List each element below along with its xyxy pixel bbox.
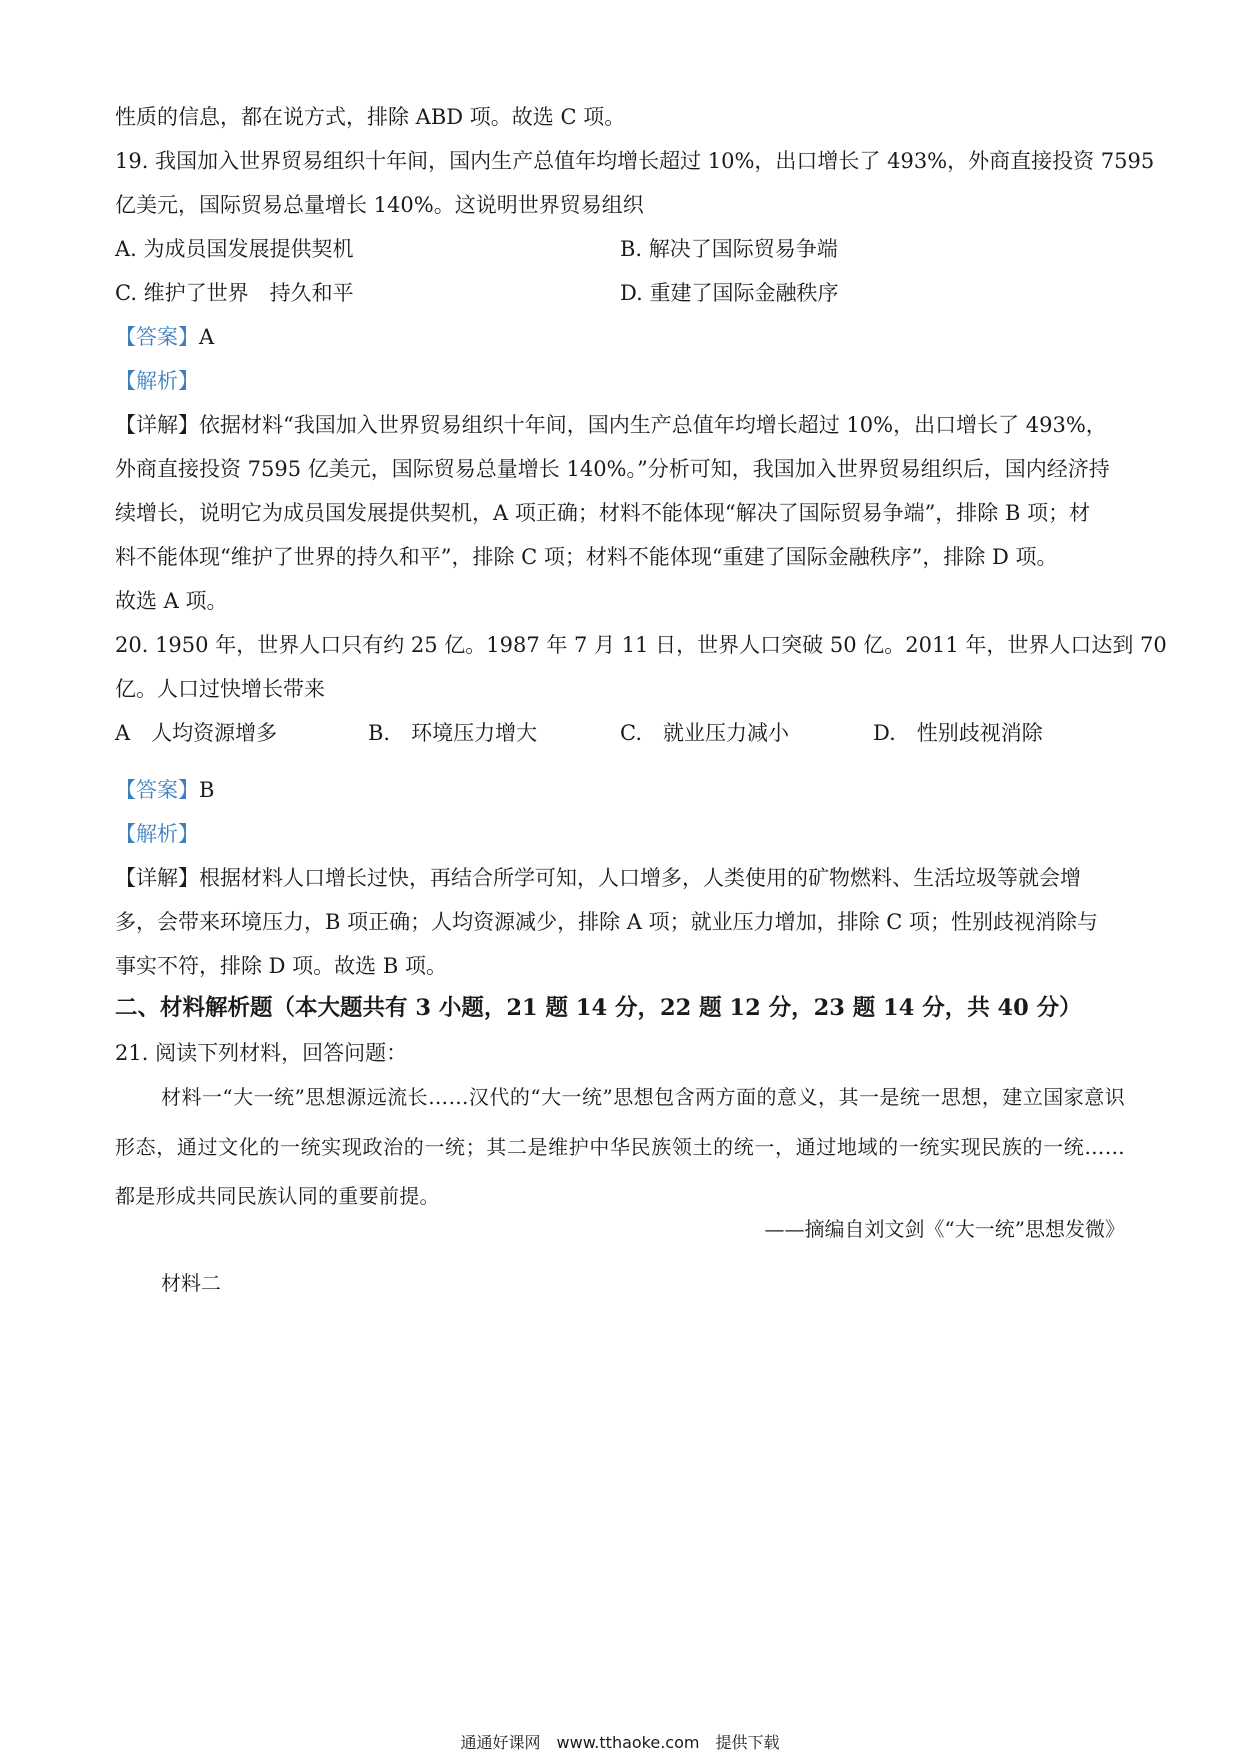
q20-answer [115,776,214,804]
q21-material2-label: 材料二 [161,1271,221,1295]
detail-text: 根据材料人口增长过快，再结合所学可知，人口增多，人类使用的矿物燃料、生活垃圾等就会增 [199,866,1081,890]
q20-detail-line3: 事实不符，排除 D 项。故选 B 项。 [115,954,447,978]
q20-option-a: A 人均资源增多 [115,721,278,745]
section2-heading: 二、材料解析题（本大题共有 3 小题，21 题 14 分，22 题 12 分，23 题 14 分，共 40 分） [115,995,1082,1021]
q19-option-b: B. 解决了国际贸易争端 [620,237,838,261]
q20-analysis: 【解析】 [115,822,199,846]
q21-material1-source: ——摘编自刘文剑《“大一统”思想发微》 [764,1217,1125,1241]
q21-stem: 21. 阅读下列材料，回答问题： [115,1041,408,1065]
q19-option-d: D. 重建了国际金融秩序 [620,281,839,305]
answer-value: A [199,325,215,349]
q20-option-c: C. 就业压力减小 [620,721,789,745]
answer-label: 【答案】 [115,778,199,802]
q20-option-b: B. 环境压力增大 [368,721,538,745]
q19-detail-line5: 故选 A 项。 [115,589,228,613]
q19-option-a: A. 为成员国发展提供契机 [115,237,354,261]
q19-answer [115,323,214,351]
q21-material1: 材料一“大一统”思想源远流长……汉代的“大一统”思想包含两方面的意义，其一是统一思想，建立国家意识形态，通过文化的一统实现政治的一统；其二是维护中华民族领土的统一，通过地域的一统实现民族的一统……都是形成共同民族认同的重要前提。 [115,1085,1125,1208]
q19-detail-line1 [115,411,1107,439]
q19-analysis: 【解析】 [115,369,199,393]
detail-label: 【详解】 [115,413,199,437]
q20-stem-line1: 20. 1950 年，世界人口只有约 25 亿。1987 年 7 月 11 日，世界人口突破 50 亿。2011 年，世界人口达到 70 [115,633,1167,657]
intro-tail: 性质的信息，都在说方式，排除 ABD 项。故选 C 项。 [115,105,626,129]
q19-detail-line2: 外商直接投资 7595 亿美元，国际贸易总量增长 140%。”分析可知，我国加入世界贸易组织后，国内经济持 [115,457,1110,481]
detail-text: 依据材料“我国加入世界贸易组织十年间，国内生产总值年均增长超过 10%，出口增长了 493%， [199,413,1107,437]
page-footer: 通通好课网 www.tthaoke.com 提供下载 [460,1733,780,1752]
answer-label: 【答案】 [115,325,199,349]
detail-label: 【详解】 [115,866,199,890]
q19-stem-line1: 19. 我国加入世界贸易组织十年间，国内生产总值年均增长超过 10%，出口增长了 493%，外商直接投资 7595 [115,149,1155,173]
q19-detail-line4: 料不能体现“维护了世界的持久和平”，排除 C 项；材料不能体现“重建了国际金融秩序”，排除 D 项。 [115,545,1058,569]
q19-option-c: C. 维护了世界 持久和平 [115,281,354,305]
answer-value: B [199,778,215,802]
q19-detail-line3: 续增长，说明它为成员国发展提供契机，A 项正确；材料不能体现“解决了国际贸易争端”，排除 B 项；材 [115,501,1091,525]
q20-detail-line1 [115,864,1081,892]
q20-option-d: D. 性别歧视消除 [873,721,1043,745]
q19-stem-line2: 亿美元，国际贸易总量增长 140%。这说明世界贸易组织 [115,193,644,217]
q20-stem-line2: 亿。人口过快增长带来 [115,677,325,701]
q20-detail-line2: 多，会带来环境压力，B 项正确；人均资源减少，排除 A 项；就业压力增加，排除 C 项；性别歧视消除与 [115,910,1099,934]
